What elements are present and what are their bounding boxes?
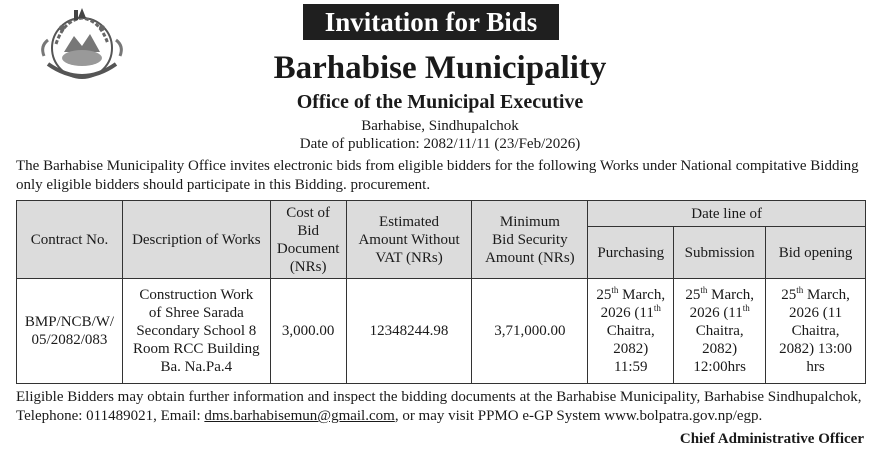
- cell-bid-opening: [766, 279, 866, 384]
- organization-name: Barhabise Municipality: [273, 50, 607, 86]
- header-date-line: Date line of: [588, 201, 866, 227]
- header-cost-line: (NRs): [289, 258, 327, 275]
- cell-line: [677, 304, 762, 322]
- cell-line: Ba. Na.Pa.4: [160, 359, 233, 375]
- header-description: Description of Works: [122, 201, 270, 279]
- cell-purchasing: [588, 279, 674, 384]
- cell-line: 2026 (11: [788, 305, 843, 321]
- cell-line: [591, 286, 670, 304]
- cell-line: BMP/NCB/W/: [24, 314, 115, 330]
- cell-line: 2082) 13:00: [779, 341, 853, 357]
- date-ordinal: th: [742, 303, 750, 313]
- header-contract-no: Contract No.: [17, 201, 123, 279]
- email-link[interactable]: dms.barhabisemun@gmail.com: [204, 408, 395, 424]
- cell-line: [677, 286, 762, 304]
- signature: Chief Administrative Officer: [679, 431, 864, 447]
- header-bid-opening: Bid opening: [766, 227, 866, 279]
- date-nepali: 2026 (11: [600, 305, 654, 321]
- date-ordinal: th: [796, 285, 804, 295]
- date-day: 25: [685, 287, 701, 303]
- header-cost: [270, 201, 346, 279]
- date-ordinal: th: [700, 285, 708, 295]
- cell-estimated: 12348244.98: [346, 279, 472, 384]
- header-cost-line: Document: [276, 240, 340, 257]
- header-cost-line: Cost of Bid: [286, 204, 331, 239]
- header-security-line: Bid Security: [492, 231, 568, 248]
- cell-contract-no: [17, 279, 123, 384]
- date-day: 25: [781, 287, 797, 303]
- cell-security: 3,71,000.00: [472, 279, 588, 384]
- date-month: March,: [707, 287, 755, 303]
- date-nepali: 2026 (11: [689, 305, 743, 321]
- contact-text: , or may visit PPMO e-GP System www.bolpatra.gov.np/egp.: [394, 408, 763, 424]
- bids-table: [16, 200, 866, 384]
- cell-line: Chaitra,: [695, 323, 744, 339]
- footer-line-2: [16, 407, 874, 426]
- cell-line: 12:00hrs: [693, 359, 746, 375]
- contact-text: Telephone: 011489021, Email:: [16, 408, 205, 424]
- cell-line: 2082): [613, 341, 649, 357]
- cell-line: Construction Work: [139, 287, 254, 303]
- cell-line: Chaitra,: [606, 323, 655, 339]
- publication-date: Date of publication: 2082/11/11 (23/Feb/2026): [299, 136, 581, 152]
- intro-line-1: The Barhabise Municipality Office invites electronic bids from eligible bidders for the following Works under National compitative Bidding: [16, 158, 859, 174]
- intro-line-2: only eligible bidders should participate in this Bidding. procurement.: [16, 177, 431, 193]
- cell-line: Secondary School 8: [136, 323, 257, 339]
- cell-cost: 3,000.00: [270, 279, 346, 384]
- header-security-line: Minimum: [499, 213, 560, 230]
- cell-line: [769, 286, 862, 304]
- cell-line: 2082): [702, 341, 738, 357]
- footer-line-1: Eligible Bidders may obtain further information and inspect the bidding documents at the Barhabise Municipality, Barhabise Sindhupalchok,: [16, 389, 862, 405]
- header-estimated-line: VAT (NRs): [375, 249, 443, 266]
- cell-line: Room RCC Building: [132, 341, 260, 357]
- header-estimated-line: Estimated: [379, 213, 440, 230]
- header-estimated: [346, 201, 472, 279]
- date-ordinal: th: [611, 285, 619, 295]
- header-estimated-line: Amount Without: [358, 231, 460, 248]
- cell-line: of Shree Sarada: [148, 305, 244, 321]
- date-day: 25: [596, 287, 612, 303]
- date-month: March,: [618, 287, 666, 303]
- cell-line: Chaitra,: [791, 323, 840, 339]
- cell-line: 05/2082/083: [31, 332, 108, 348]
- cell-line: hrs: [806, 359, 825, 375]
- cell-line: [591, 304, 670, 322]
- date-month: March,: [803, 287, 850, 303]
- footer-paragraph: [16, 388, 874, 426]
- header-submission: Submission: [674, 227, 766, 279]
- office-name: Office of the Municipal Executive: [296, 91, 584, 113]
- cell-line: 11:59: [613, 359, 648, 375]
- intro-paragraph: [16, 157, 874, 195]
- notice-title: Invitation for Bids: [303, 4, 559, 40]
- cell-description: [122, 279, 270, 384]
- header-security: [472, 201, 588, 279]
- header-purchasing: Purchasing: [588, 227, 674, 279]
- cell-submission: [674, 279, 766, 384]
- table-row: [17, 279, 866, 384]
- address: Barhabise, Sindhupalchok: [361, 118, 519, 134]
- date-ordinal: th: [653, 303, 661, 313]
- header-security-line: Amount (NRs): [485, 249, 575, 266]
